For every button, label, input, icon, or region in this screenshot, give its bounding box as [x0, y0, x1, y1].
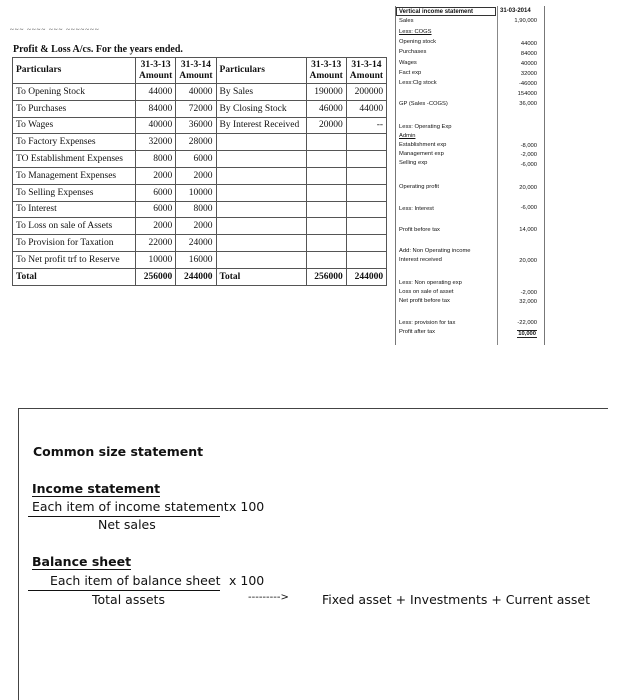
- vis-row-value: -6,000: [520, 205, 537, 211]
- table-row: TO Establishment Expenses 8000 6000: [13, 151, 387, 168]
- table-row: To Management Expenses 2000 2000: [13, 167, 387, 184]
- vis-row-label: Add: Non Operating income: [399, 248, 471, 254]
- vis-row-value: -8,000: [520, 143, 537, 149]
- vis-row-label: Less: Non operating exp: [399, 280, 462, 286]
- common-size-heading: Common size statement: [33, 444, 204, 459]
- vis-row-value: 10,000: [518, 331, 536, 337]
- vis-row-label: Less: provision for tax: [399, 320, 456, 326]
- scribbled-heading: ~~~ ~~~~ ~~~ ~~~~~~~: [10, 27, 100, 33]
- vis-row-label: Loss on sale of asset: [399, 289, 454, 295]
- vis-row-label: Profit after tax: [399, 329, 436, 335]
- vis-row-label: Opening stock: [399, 39, 437, 45]
- vis-row-label: Fact exp: [399, 70, 422, 76]
- vis-row-label: Less:Clg stock: [399, 80, 437, 86]
- table-row: To Purchases 84000 72000 By Closing Stock 46000 44000: [13, 100, 387, 117]
- vis-row-label: Interest received: [399, 257, 442, 263]
- vis-row-value: 44000: [520, 41, 537, 47]
- income-multiplier: x 100: [229, 499, 265, 514]
- vis-row-value: -6,000: [520, 162, 537, 168]
- vis-row-label: Sales: [399, 18, 414, 24]
- total-assets-formula: Fixed asset + Investments + Current asset: [322, 592, 590, 607]
- vis-row-value: -2,000: [520, 152, 537, 158]
- vis-row-value: 20,000: [519, 258, 537, 264]
- header-y2-left: 31-3-14 Amount: [176, 58, 216, 84]
- vis-row-label: Net profit before tax: [399, 298, 450, 304]
- vertical-statement-date: 31-03-2014: [500, 8, 531, 14]
- header-y1-left: 31-3-13 Amount: [136, 58, 176, 84]
- balance-denominator: Total assets: [92, 592, 165, 607]
- table-row: To Net profit trf to Reserve 10000 16000: [13, 251, 387, 268]
- vis-row-label: Wages: [399, 60, 417, 66]
- table-row: To Opening Stock 44000 40000 By Sales 190000 200000: [13, 84, 387, 101]
- table-row: To Selling Expenses 6000 10000: [13, 184, 387, 201]
- header-y2-right: 31-3-14 Amount: [346, 58, 386, 84]
- vis-row-value: 154000: [517, 91, 537, 97]
- vis-row-value: 14,000: [519, 227, 537, 233]
- table-row: To Interest 6000 8000: [13, 201, 387, 218]
- vis-row-label: Admin: [399, 133, 416, 139]
- common-size-section: [0, 352, 621, 700]
- income-statement-heading: Income statement: [32, 481, 161, 496]
- vis-row-label: Management exp: [399, 151, 444, 157]
- vis-row-value: 36,000: [519, 101, 537, 107]
- vis-row-label: Less: Operating Exp: [399, 124, 452, 130]
- pl-title: Profit & Loss A/cs. For the years ended.: [13, 44, 183, 55]
- vis-row-value: -46000: [518, 81, 537, 87]
- header-particulars-right: Particulars: [216, 58, 306, 84]
- vertical-statement-divider: [497, 6, 498, 345]
- table-row: To Factory Expenses 32000 28000: [13, 134, 387, 151]
- vertical-statement-title: Vertical income statement: [396, 7, 496, 16]
- profit-loss-table: [12, 57, 387, 286]
- vis-row-value: 40000: [520, 61, 537, 67]
- header-y1-right: 31-3-13 Amount: [306, 58, 346, 84]
- vis-row-label: Establishment exp: [399, 142, 447, 148]
- vis-row-label: Less: COGS: [399, 29, 432, 35]
- arrow: --------->: [248, 592, 289, 603]
- vis-row-value: -2,000: [520, 290, 537, 296]
- balance-multiplier: x 100: [229, 573, 265, 588]
- vis-row-value: 84000: [520, 51, 537, 57]
- vis-row-value: 32,000: [519, 299, 537, 305]
- vis-row-label: Purchases: [399, 49, 427, 55]
- table-row: To Wages 40000 36000 By Interest Received 20000 --: [13, 117, 387, 134]
- income-denominator: Net sales: [98, 517, 156, 532]
- vis-row-value: 1,90,000: [514, 18, 537, 24]
- vis-row-value: 32000: [520, 71, 537, 77]
- vis-row-label: Selling exp: [399, 160, 428, 166]
- table-total-row: Total 256000 244000 Total 256000 244000: [13, 268, 387, 285]
- vis-row-value: -22,000: [517, 320, 537, 326]
- header-particulars-left: Particulars: [13, 58, 136, 84]
- vis-row-label: Less: Interest: [399, 206, 434, 212]
- vis-row-label: Profit before tax: [399, 227, 440, 233]
- table-row: To Loss on sale of Assets 2000 2000: [13, 218, 387, 235]
- vis-row-label: Operating profit: [399, 184, 439, 190]
- table-row: To Provision for Taxation 22000 24000: [13, 235, 387, 252]
- income-numerator: Each item of income statement: [32, 499, 229, 514]
- balance-numerator: Each item of balance sheet: [50, 573, 221, 588]
- balance-fraction-line: [28, 590, 220, 591]
- balance-sheet-heading: Balance sheet: [32, 554, 132, 569]
- vis-row-label: GP (Sales -COGS): [399, 101, 448, 107]
- vis-row-value: 20,000: [519, 185, 537, 191]
